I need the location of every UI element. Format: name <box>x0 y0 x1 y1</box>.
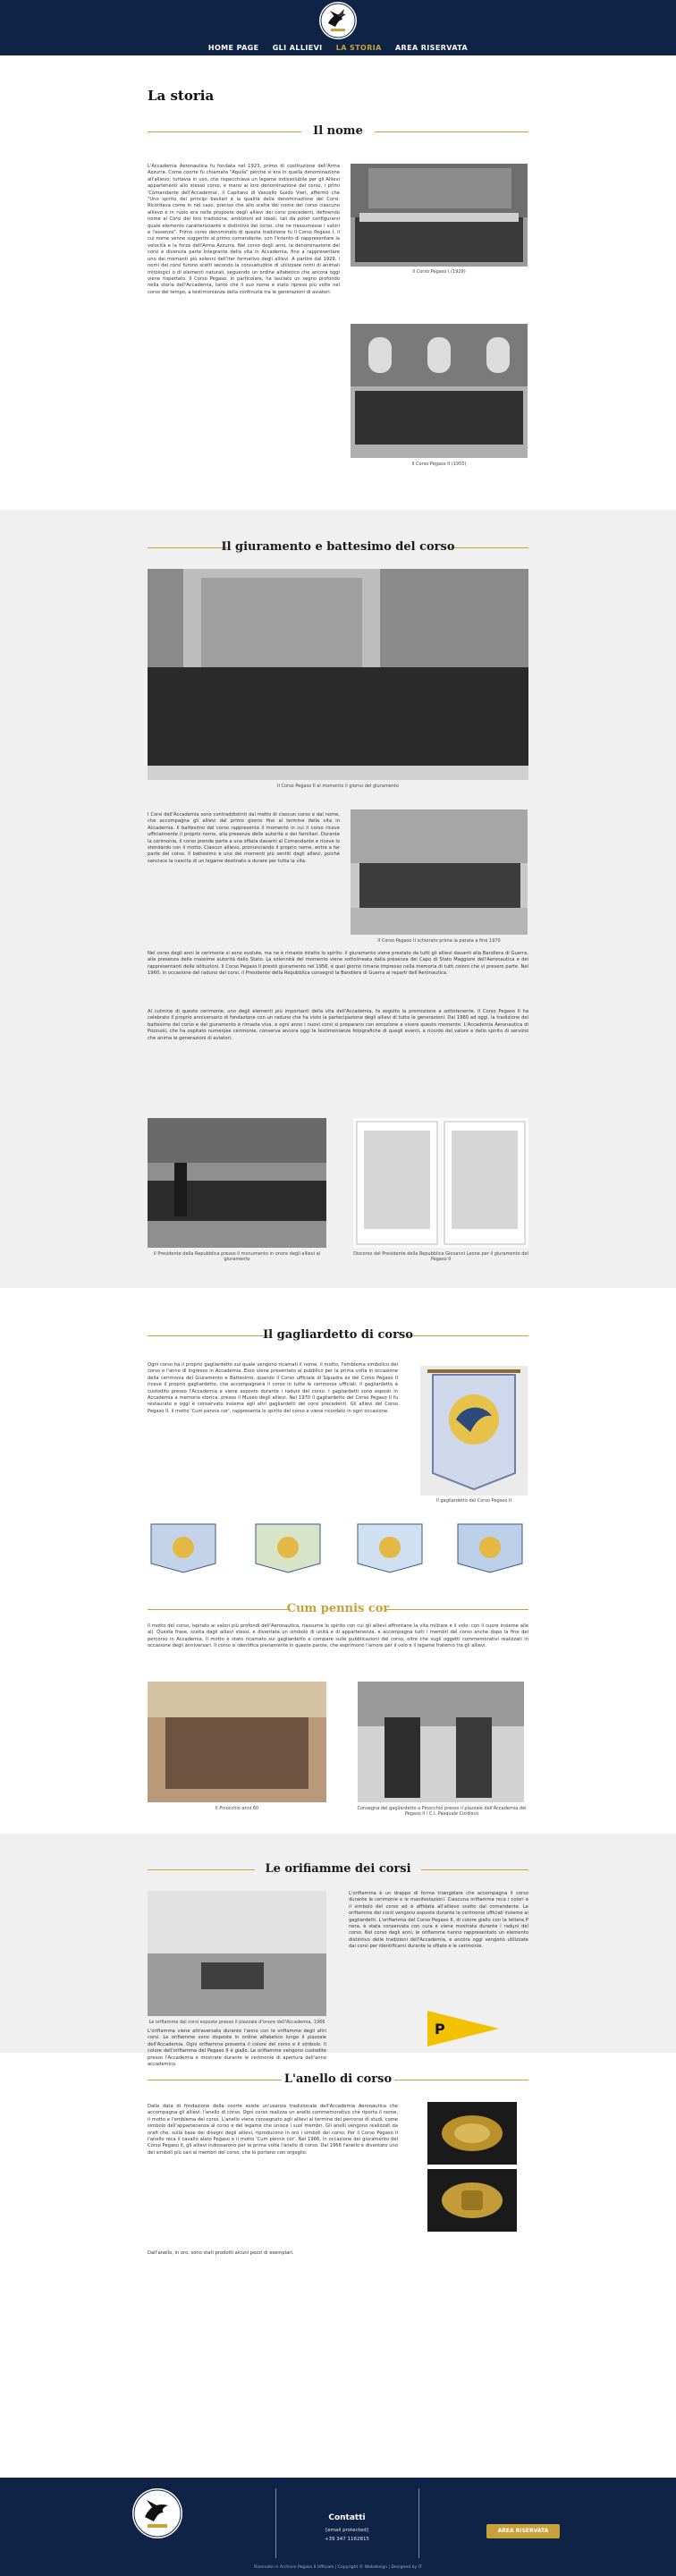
gagliardetto-body: Ogni corso ha il proprio gagliardetto sul quale vengono ricamati il nome, il motto, l'emblema simbolico del corso e l'anno di ingresso in Accademia. Esso viene presentato al pubblico per la prima volta in occasione della cerimonia del Giuramento e Battesimo, quando il Corso ufficiale di Squadra as del Corso Pegaso II riceve il proprio gagliardetto, che accompagnerà il corso in tutte le cerimonie ufficiali. Il gagliardetto è custodito presso l'Accademia e viene esposto durante i raduni del corso. I gagliardetti sono esposti in Accademia a memoria storica, presso il Museo degli allievi. Nel 1970 il gagliardetto del Corso Pegaso II fu restaurato e oggi è conservato insieme agli altri gagliardetti dei corsi precedenti. Gli allievi del Corso Pegaso II, il motto 'Cum pennis cor', rappresenta lo spirito del corso e viene ricordato in ogni occasione. <box>148 1362 398 1414</box>
contact-title: Contatti <box>328 2513 366 2522</box>
cum-pennis-cor-body: Il motto del corso, ispirato ai valori più profondi dell'Aeronautica, riassume lo spirito con cui gli allievi affrontano la vita militare e il volo: con il cuore insieme alle ali. Questa frase, scelta dagli allievi stessi, è diventata un simbolo di unità e di appartenenza, e accompagna tutti i membri del corso anche dopo la fine del percorso in Accademia. Il motto è stato ricamato sul gagliardetto e compare sulle pubblicazioni del corso, oltre che sugli oggetti commemorativi realizzati in occasione degli anniversari. Il corso si identifica pienamente in queste parole, che esprimono l'amore per il volo e il legame fraterno tra gli allievi. <box>148 1623 528 1649</box>
photo-pinocchio <box>148 1682 326 1802</box>
photo-anello-1 <box>427 2102 517 2165</box>
giuramento-body-3: Al culmine di queste cerimonie, uno degli elementi più importanti della vita dell'Accademia, fa seguito la promozione a sottotenente. Il Corso Pegaso II ha celebrato il proprio anniversario di fondazione con un raduno che ha visto la partecipazione degli allievi di tutte le generazioni. Dal 1960 ad oggi, la tradizione del battesimo del corso e del giuramento è rimasta viva, e ogni anno i nuovi corsi si preparano con emozione a vivere questo momento. L'Accademia Aeronautica di Pozzuoli, che ha ospitato numerose cerimonie, conserva ancora oggi le testimonianze fotografiche di quegli eventi, a ricordo del valore e dello spirito di servizio che anima le generazioni di aviatori. <box>148 1009 528 1041</box>
photo-pegaso-ii <box>351 324 528 458</box>
section-heading-giuramento <box>148 541 528 554</box>
caption-pegaso-i: Il Corso Pegaso I (1929) <box>412 269 466 275</box>
pegaso-emblem-icon <box>319 2 357 39</box>
site-footer <box>0 2478 676 2576</box>
caption-consegna-gagliardetto: Consegna del gagliardetto a Pinocchio presso il piazzale dell'Accademia del Pegaso II / C.I. Pasquale Cordisco <box>357 1806 527 1817</box>
anello-footer-note: Dall'anello, in oro, sono stati prodotti alcuni pezzi di esemplari. <box>148 2250 294 2256</box>
page-title: La storia <box>148 88 215 104</box>
photo-gagliardetto-pegaso <box>420 1366 528 1496</box>
contact-phone[interactable]: +39 347 1162815 <box>324 2537 370 2542</box>
giuramento-body-2: Nel corso degli anni le cerimonie si sono evolute, ma ne è rimasto intatto lo spirito: il giuramento viene prestato da tutti gli allievi davanti alla Bandiera di Guerra, alla presenza delle massime autorità dello Stato. La solennità del momento viene sottolineata dalla presenza del Capo di Stato Maggiore dell'Aeronautica e dei rappresentanti delle istituzioni. Il Corso Pegaso II prestò giuramento nel 1956, e quel giorno rimane impresso nella memoria di tutti coloro che vi presero parte. Nel 1960, in occasione del raduno dei corsi, il Presidente della Repubblica consegnò la Bandiera di Guerra ai reparti dell'Aeronautica. <box>148 951 528 977</box>
anello-body: Dalla data di fondazione della coorte esiste un'usanza tradizionale dell'Accademia Aeronautica che accompagna gli allievi: l'anello di corso. Ogni corso realizza un anello commemorativo che riporta il nome, il motto e l'emblema del corso. L'anello viene consegnato agli allievi al termine del percorso di studi, come simbolo dell'appartenenza al corso e del legame che unisce i suoi membri. Gli anelli vengono realizzati da orafi che, sulla base dei disegni degli allievi, riproducono in oro i simboli del corso. Per il Corso Pegaso II l'anello reca il cavallo alato Pegaso e il motto 'Cum pennis cor'. Nel 1966, in occasione del giuramento del Corso Pegaso II, gli allievi indossarono per la prima volta l'anello di corso. Dal 1966 l'anello è diventato uno dei simboli più cari ai membri del corso, che lo portano con orgoglio. <box>148 2104 398 2156</box>
nav-storia[interactable]: LA STORIA <box>335 44 382 52</box>
section-heading-orifiamme <box>148 1863 528 1876</box>
caption-pegaso-ii: Il Corso Pegaso II (1955) <box>411 462 467 467</box>
photo-orifiamme-piazzale <box>148 1891 326 2016</box>
caption-pinocchio: Il Pinocchio anni 60 <box>215 1806 259 1811</box>
caption-gagliardetto: Il gagliardetto del Corso Pegaso II <box>436 1498 511 1504</box>
orifiamme-body-left: L'orifiamma viene attraversata durante l'anno con le orifiamme degli altri corsi. Le orifiamme sono disposte in ordine alfabetico lungo il piazzale dell'Accademia. Ogni orifiamma presenta il colore del corso e il simbolo. Il colore dell'orifiamma del Pegaso II è giallo. Le orifiamme vengono custodite presso l'Accademia e mostrate durante le cerimonie di apertura dell'anno accademico. <box>148 2029 326 2068</box>
photo-gagliardetto-2 <box>252 1522 324 1574</box>
photo-gagliardetto-1 <box>148 1522 219 1574</box>
main-nav <box>0 44 676 52</box>
photo-presidente-monumento <box>148 1118 326 1248</box>
footer-logo[interactable] <box>132 2488 182 2538</box>
photo-consegna-gagliardetto <box>358 1682 524 1802</box>
site-header <box>0 0 676 55</box>
nav-home[interactable]: HOME PAGE <box>207 44 259 52</box>
section-heading-nome <box>148 125 528 138</box>
caption-giuramento-main: Il Corso Pegaso II al momento il giorno del giuramento <box>277 784 399 789</box>
footer-divider-left <box>275 2488 276 2558</box>
section-heading-gagliardetto <box>148 1329 528 1342</box>
photo-pegaso-schierato <box>351 809 528 935</box>
caption-discorso-leone: Discorso del Presidente della Repubblica Giovanni Leone per il giuramento del Pegaso II <box>353 1251 528 1262</box>
section-title-anello: L'anello di corso <box>283 2072 393 2086</box>
photo-giuramento-main <box>148 569 528 780</box>
pennant-pegaso <box>427 2011 499 2046</box>
photo-gagliardetto-3 <box>354 1522 426 1574</box>
photo-discorso-leone <box>353 1118 528 1248</box>
photo-anello-2 <box>427 2169 517 2232</box>
section-title-gagliardetto: Il gagliardetto di corso <box>263 1328 413 1342</box>
footer-copyright: Riservato in Archivio Pegaso II Ufficiale | Copyright © Webdesign | Designed by IT <box>254 2565 422 2570</box>
pennant-letter: P <box>435 2021 445 2038</box>
pegaso-emblem-icon <box>132 2488 182 2538</box>
section-title-nome: Il nome <box>313 124 363 138</box>
footer-area-riservata-button[interactable]: AREA RISERVATA <box>486 2524 560 2538</box>
caption-presidente-monumento: Il Presidente della Repubblica presso il monumento in onore degli allievi al giuramento <box>153 1251 321 1262</box>
giuramento-body-1: I Corsi dell'Accademia sono contraddistinti dal motto di ciascun corso e dal nome, che accompagna gli allievi dal primo giorno fino al termine della vita in Accademia. Il battesimo del corso rappresenta il momento in cui il corso riceve ufficialmente il proprio nome, alla presenza delle autorità e dei familiari. Durante la cerimonia, il corso prende parte a una sfilata davanti al Comandante e riceve lo stendardo con il motto. Ciascun allievo, pronunciando il proprio nome, entra a far parte del corso. Il battesimo è uno dei momenti più sentiti dagli allievi, poiché sancisce la nascita di un legame destinato a durare per tutta la vita. <box>148 812 340 864</box>
caption-orifiamme-piazzale: Le orifiamme dei corsi esposte presso il piazzale d'onore dell'Accademia, 1966 <box>148 2020 325 2025</box>
section-title-cum-pennis-cor: Cum pennis cor <box>286 1602 390 1615</box>
pegaso-logo[interactable] <box>319 2 357 39</box>
section-heading-anello <box>148 2073 528 2086</box>
section-title-giuramento: Il giuramento e battesimo del corso <box>221 540 455 554</box>
section-title-orifiamme: Le orifiamme dei corsi <box>265 1862 411 1876</box>
contact-email[interactable]: [email protected] <box>325 2528 368 2533</box>
nav-allievi[interactable]: GLI ALLIEVI <box>272 44 323 52</box>
orifiamme-body-right: L'orifiamma è un drappo di forma triangolare che accompagna il corso durante le cerimonie e le manifestazioni. Ciascuna orifiamma reca i colori e il simbolo del corso ed è affidata all'allievo scelto dal comandante. Le orifiamme dei corsi vengono esposte durante le cerimonie ufficiali insieme ai gagliardetti. L'orifiamma del Corso Pegaso II, di colore giallo con la lettera P nera, è stata conservata con cura e viene mostrata durante i raduni del corso. Nel corso degli anni, le orifiamme hanno rappresentato un elemento distintivo delle tradizioni dell'Accademia, e ancora oggi vengono utilizzate dai corsi per identificarsi durante le sfilate e le cerimonie. <box>349 1891 528 1950</box>
photo-gagliardetto-4 <box>454 1522 526 1574</box>
nome-body-text: L'Accademia Aeronautica fu fondata nel 1923, primo di costituzione dell'Arma Azzurra. Come coorte fu chiamata "Aquila" perché si era in quella denominazione all'allievo; tuttavia in uso, che rispecchiava un legame indissolubile per gli Allievi appartenenti allo stesso corso, e mano ai loro denominazione del corso, i primi 'Comandante dell'Accademia', il Capitano di Vascello Guido Vieri, affermò che "Uno spirito dei principi basilari è la qualità della denominazione dei Corsi. Ricordava come in nel caso, preciso che allo scelta del nome del corso ciascuno allievo e in ruolo era nelle proposte degli allievi dei corsi precedenti, definendo nome ai Corsi dei loro tradizione, ambizioni ed ideali, tali da poter configurarsi quale elemento caratterizzante e distintivo del corso, che ne riassumesse i valori e l'essenza". Primo corso denominato di questa tradizione fu il Corso Pegaso I, il cui nome venne suggerito al primo comandante, con l'intento di rappresentare la velocità e la forza dell'Arma Azzurra. Nel corso degli anni, la denominazione dei corsi è divenuta parte integrante della vita in Accademia, fino a rappresentare uno dei momenti più solenni dell'iter formativo degli allievi. A partire dal 1929, i nomi dei corsi furono scelti secondo la consuetudine di utilizzare nomi di animali mitologici o di elementi naturali, seguendo un ordine alfabetico che ancora oggi viene rispettato. Il Corso Pegaso, in particolare, ha lasciato un segno profondo nella storia dell'Accademia, tanto che il suo nome è stato ripreso più volte nel corso del tempo, a testimonianza della continuità tra le generazioni di aviatori. <box>148 164 340 295</box>
nav-area-riservata[interactable]: AREA RISERVATA <box>394 44 469 52</box>
photo-pegaso-i <box>351 164 528 267</box>
caption-pegaso-schierato: Il Corso Pegaso II schierato prima la parata a fine 1970 <box>377 938 501 944</box>
footer-divider-right <box>418 2488 419 2558</box>
section-heading-cum-pennis-cor <box>148 1603 528 1615</box>
